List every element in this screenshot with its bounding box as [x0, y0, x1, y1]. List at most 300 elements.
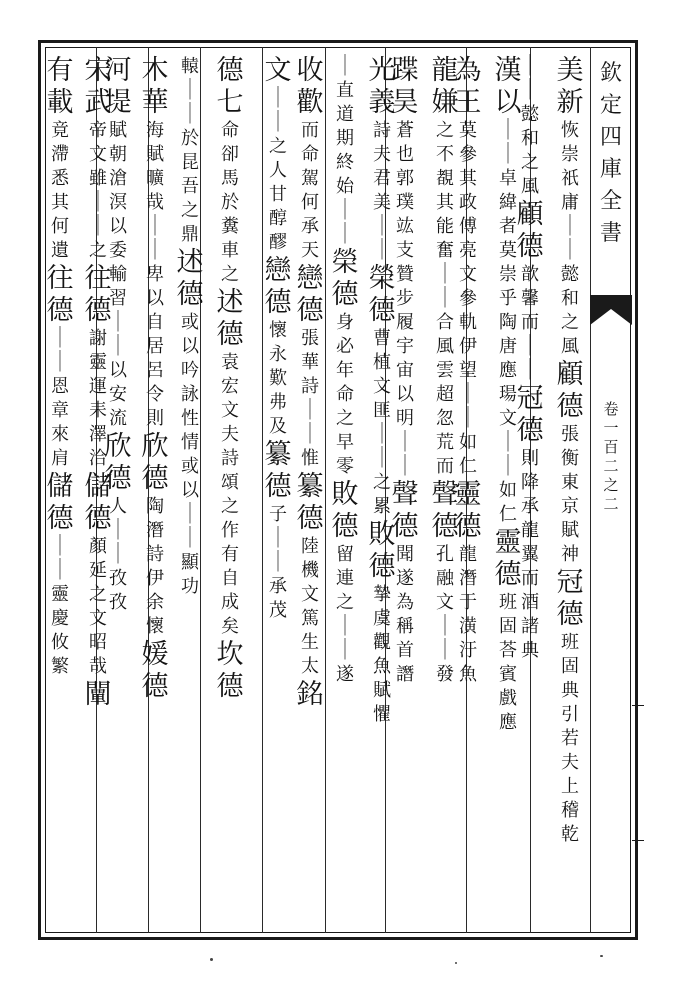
text-column	[210, 55, 250, 703]
annotation-char: 耒	[89, 400, 107, 421]
annotation-char: 郭	[396, 168, 414, 189]
annotation-char: ｜	[269, 109, 287, 135]
annotation-char: 不	[436, 144, 454, 165]
annotation-char: 委	[109, 240, 127, 261]
title-char: 欽	[599, 61, 622, 86]
annotation-char: 諸	[521, 616, 539, 637]
scan-speck	[455, 962, 457, 964]
annotation-char: 令	[146, 384, 164, 405]
annotation-char: ｜	[459, 381, 477, 407]
annotation-char: ｜	[109, 517, 127, 543]
annotation-char: 溟	[109, 192, 127, 213]
annotation-char: 戲	[499, 688, 517, 709]
annotation-char: ｜	[181, 525, 199, 551]
headword-char: 德	[331, 279, 359, 310]
annotation-char: 京	[561, 496, 579, 517]
annotation-char: 情	[181, 432, 199, 453]
headword-char: 德	[141, 463, 169, 494]
annotation-char: ｜	[336, 613, 354, 639]
annotation-char: ｜	[521, 77, 539, 103]
annotation-char: 運	[89, 376, 107, 397]
annotation-char: 風	[561, 336, 579, 357]
annotation-char: 承	[269, 576, 287, 597]
headword-char: 敗	[331, 479, 359, 510]
text-column	[135, 55, 175, 703]
annotation-char: 宇	[396, 336, 414, 357]
annotation-char: 卓	[499, 168, 517, 189]
headword-char: 德	[84, 295, 112, 326]
volume-char: 百	[603, 438, 619, 456]
annotation-char: 陸	[301, 536, 319, 557]
annotation-char: 融	[436, 568, 454, 589]
annotation-char: 卻	[221, 144, 239, 165]
annotation-char: 孔	[436, 544, 454, 565]
annotation-char: 能	[436, 216, 454, 237]
annotation-char: ｜	[181, 101, 199, 127]
annotation-char: ｜	[181, 501, 199, 527]
annotation-char: 班	[561, 632, 579, 653]
annotation-char: 以	[109, 216, 127, 237]
annotation-char: 詩	[373, 120, 391, 141]
headword-char: 顧	[516, 199, 544, 230]
headword-char: 以	[494, 87, 522, 118]
annotation-char: 陶	[146, 496, 164, 517]
annotation-char: 步	[396, 288, 414, 309]
annotation-char: 天	[301, 240, 319, 261]
annotation-char: 詠	[181, 384, 199, 405]
headword-char: 德	[216, 671, 244, 702]
annotation-char: 孜	[109, 592, 127, 613]
annotation-char: 魚	[373, 656, 391, 677]
annotation-char: 而	[521, 568, 539, 589]
annotation-char: 習	[109, 288, 127, 309]
text-column	[40, 55, 80, 679]
annotation-char: 遂	[336, 664, 354, 685]
annotation-char: 詩	[301, 376, 319, 397]
annotation-char: 洽	[89, 448, 107, 469]
annotation-char: ｜	[521, 53, 539, 79]
headword-char: 銘	[296, 679, 324, 710]
annotation-char: 居	[146, 336, 164, 357]
headword-char: 儲	[84, 471, 112, 502]
annotation-char: 君	[373, 168, 391, 189]
annotation-char: 歆	[521, 264, 539, 285]
annotation-char: 以	[181, 480, 199, 501]
headword-char: 往	[46, 263, 74, 294]
annotation-char: 惟	[301, 448, 319, 469]
headword-char: 文	[264, 55, 292, 86]
headword-char: 木	[141, 55, 169, 86]
annotation-char: ｜	[373, 213, 391, 239]
annotation-char: 張	[561, 424, 579, 445]
annotation-char: 之	[89, 240, 107, 261]
annotation-char: 庸	[561, 192, 579, 213]
annotation-char: 期	[336, 128, 354, 149]
annotation-char: 竟	[51, 120, 69, 141]
annotation-char: ｜	[373, 237, 391, 263]
annotation-char: 參	[459, 288, 477, 309]
margin-tick	[632, 705, 644, 706]
headword-char: 德	[494, 559, 522, 590]
annotation-char: 詩	[221, 448, 239, 469]
annotation-char: 顯	[181, 552, 199, 573]
annotation-char: 也	[396, 144, 414, 165]
scan-speck	[600, 955, 603, 957]
headword-char: 德	[264, 471, 292, 502]
annotation-char: ｜	[373, 445, 391, 471]
annotation-char: 如	[459, 432, 477, 453]
annotation-char: 夫	[221, 424, 239, 445]
headword-char: 收	[296, 55, 324, 86]
annotation-char: 來	[51, 424, 69, 445]
annotation-char: 哉	[89, 656, 107, 677]
annotation-char: 仁	[459, 456, 477, 477]
annotation-char: 生	[301, 632, 319, 653]
annotation-char: 之	[436, 120, 454, 141]
annotation-char: 典	[521, 640, 539, 661]
annotation-char: 以	[181, 336, 199, 357]
annotation-char: 承	[521, 496, 539, 517]
annotation-char: 荒	[436, 432, 454, 453]
annotation-char: 夫	[373, 144, 391, 165]
title-char: 定	[599, 93, 622, 118]
annotation-char: 其	[436, 192, 454, 213]
annotation-char: 謝	[89, 328, 107, 349]
annotation-char: ｜	[521, 357, 539, 383]
annotation-char: 竑	[396, 216, 414, 237]
annotation-char: 有	[221, 544, 239, 565]
headword-char: 德	[46, 295, 74, 326]
annotation-char: 明	[396, 408, 414, 429]
annotation-char: 而	[436, 456, 454, 477]
annotation-char: 車	[221, 240, 239, 261]
annotation-char: 龍	[521, 520, 539, 541]
annotation-char: 作	[221, 520, 239, 541]
headword-char: 戀	[296, 263, 324, 294]
headword-char: 德	[454, 511, 482, 542]
annotation-char: ｜	[51, 557, 69, 583]
text-column	[170, 55, 210, 599]
annotation-char: 龍	[459, 544, 477, 565]
headword-char: 德	[216, 319, 244, 350]
annotation-char: 身	[336, 312, 354, 333]
annotation-char: 華	[301, 352, 319, 373]
headword-char: 欣	[141, 431, 169, 462]
annotation-char: 昭	[89, 632, 107, 653]
annotation-char: 卑	[146, 264, 164, 285]
annotation-char: 璞	[396, 192, 414, 213]
annotation-char: 其	[51, 192, 69, 213]
annotation-char: 懷	[269, 320, 287, 341]
annotation-char: 永	[269, 344, 287, 365]
annotation-char: 肩	[51, 448, 69, 469]
annotation-char: 輸	[109, 264, 127, 285]
headword-char: 德	[216, 55, 244, 86]
annotation-char: 者	[499, 216, 517, 237]
annotation-char: 承	[301, 216, 319, 237]
annotation-char: ｜	[436, 285, 454, 311]
annotation-char: 靈	[51, 584, 69, 605]
annotation-char: 文	[373, 376, 391, 397]
annotation-char: 其	[459, 168, 477, 189]
headword-char: 德	[264, 287, 292, 318]
annotation-char: ｜	[146, 237, 164, 263]
annotation-char: 懿	[521, 104, 539, 125]
annotation-char: 糞	[221, 216, 239, 237]
annotation-char: 成	[221, 592, 239, 613]
annotation-char: 匪	[373, 400, 391, 421]
annotation-char: 伊	[459, 336, 477, 357]
annotation-char: 以	[396, 384, 414, 405]
annotation-char: 和	[561, 288, 579, 309]
annotation-char: 傅	[459, 216, 477, 237]
annotation-char: 乎	[499, 288, 517, 309]
headword-char: 德	[296, 503, 324, 534]
annotation-char: 上	[561, 776, 579, 797]
annotation-char: 政	[459, 192, 477, 213]
annotation-char: 亮	[459, 240, 477, 261]
volume-char: 之	[603, 476, 619, 494]
headword-char: 靈	[494, 527, 522, 558]
annotation-char: 文	[89, 144, 107, 165]
headword-char: 華	[141, 87, 169, 118]
headword-char: 新	[556, 87, 584, 118]
annotation-char: 如	[499, 480, 517, 501]
headword-char: 德	[176, 279, 204, 310]
annotation-char: 醇	[269, 208, 287, 229]
annotation-char: 之	[89, 584, 107, 605]
annotation-char: ｜	[89, 189, 107, 215]
annotation-char: 文	[301, 584, 319, 605]
annotation-char: ｜	[436, 637, 454, 663]
annotation-char: ｜	[51, 349, 69, 375]
annotation-char: 滯	[51, 144, 69, 165]
annotation-char: 馨	[521, 288, 539, 309]
annotation-char: 之	[269, 136, 287, 157]
annotation-char: 子	[269, 504, 287, 525]
annotation-char: ｜	[51, 325, 69, 351]
annotation-char: 澤	[89, 424, 107, 445]
title-char: 庫	[599, 157, 622, 182]
headword-char: 往	[84, 263, 112, 294]
headword-char: 德	[84, 503, 112, 534]
annotation-char: 崇	[499, 264, 517, 285]
annotation-char: 吟	[181, 360, 199, 381]
annotation-char: 潛	[459, 568, 477, 589]
annotation-char: 安	[109, 384, 127, 405]
annotation-char: 應	[499, 360, 517, 381]
annotation-char: 及	[269, 416, 287, 437]
annotation-char: 文	[89, 608, 107, 629]
headword-char: 榮	[331, 247, 359, 278]
annotation-char: 哉	[146, 192, 164, 213]
annotation-char: 莫	[459, 120, 477, 141]
annotation-char: 應	[499, 712, 517, 733]
annotation-char: 以	[146, 288, 164, 309]
annotation-char: 遺	[51, 240, 69, 261]
annotation-char: 性	[181, 408, 199, 429]
annotation-char: ｜	[499, 429, 517, 455]
annotation-char: 軌	[459, 312, 477, 333]
annotation-char: 人	[269, 160, 287, 181]
annotation-char: ｜	[499, 141, 517, 167]
annotation-char: 懼	[373, 704, 391, 725]
headword-char: 德	[104, 463, 132, 494]
annotation-char: 或	[181, 456, 199, 477]
volume-char: 卷	[603, 400, 619, 418]
annotation-char: 章	[51, 400, 69, 421]
annotation-char: 稽	[561, 800, 579, 821]
headword-char: 媛	[141, 639, 169, 670]
annotation-char: 道	[336, 104, 354, 125]
annotation-char: 慶	[51, 608, 69, 629]
headword-char: 德	[141, 671, 169, 702]
annotation-char: 於	[221, 192, 239, 213]
annotation-char: 摯	[373, 584, 391, 605]
annotation-char: 風	[436, 336, 454, 357]
headword-char: 戀	[264, 255, 292, 286]
headword-char: 德	[46, 503, 74, 534]
annotation-char: 張	[301, 328, 319, 349]
headword-char: 德	[368, 551, 396, 582]
annotation-char: 遂	[396, 568, 414, 589]
annotation-char: 詩	[146, 544, 164, 565]
book-title	[590, 58, 632, 250]
annotation-char: 賦	[561, 520, 579, 541]
headword-char: 昊	[391, 87, 419, 118]
annotation-char: 自	[221, 568, 239, 589]
annotation-char: 頌	[221, 472, 239, 493]
annotation-char: 之	[181, 200, 199, 221]
text-column	[325, 55, 365, 687]
annotation-char: 於	[181, 128, 199, 149]
annotation-char: ｜	[336, 637, 354, 663]
annotation-char: ｜	[269, 525, 287, 551]
annotation-char: ｜	[109, 541, 127, 567]
annotation-char: 植	[373, 352, 391, 373]
annotation-char: 自	[146, 312, 164, 333]
headword-char: 七	[216, 87, 244, 118]
annotation-char: ｜	[269, 549, 287, 575]
annotation-char: 固	[561, 656, 579, 677]
annotation-char: 覩	[436, 168, 454, 189]
headword-char: 漢	[494, 55, 522, 86]
annotation-char: ｜	[336, 53, 354, 79]
annotation-char: ｜	[109, 309, 127, 335]
headword-char: 顧	[556, 359, 584, 390]
annotation-char: 贊	[396, 264, 414, 285]
annotation-char: 恩	[51, 376, 69, 397]
annotation-char: 攸	[51, 632, 69, 653]
annotation-char: 班	[499, 592, 517, 613]
annotation-char: 風	[521, 176, 539, 197]
annotation-char: 繁	[51, 656, 69, 677]
volume-char: 一	[603, 419, 619, 437]
annotation-char: 昆	[181, 152, 199, 173]
annotation-char: ｜	[51, 533, 69, 559]
annotation-char: 瑒	[499, 384, 517, 405]
annotation-char: 顏	[89, 536, 107, 557]
annotation-char: 命	[221, 120, 239, 141]
annotation-char: 文	[221, 400, 239, 421]
headword-char: 坎	[216, 639, 244, 670]
annotation-char: 若	[561, 728, 579, 749]
annotation-char: 始	[336, 176, 354, 197]
annotation-char: 之	[561, 312, 579, 333]
headword-char: 堤	[104, 87, 132, 118]
annotation-char: 緯	[499, 192, 517, 213]
annotation-char: 合	[436, 312, 454, 333]
volume-char: 二	[603, 495, 619, 513]
annotation-char: ｜	[499, 453, 517, 479]
annotation-char: 伊	[146, 568, 164, 589]
annotation-char: 駕	[301, 168, 319, 189]
annotation-char: 懷	[146, 616, 164, 637]
annotation-char: ｜	[181, 77, 199, 103]
annotation-char: 超	[436, 384, 454, 405]
annotation-char: 命	[301, 144, 319, 165]
annotation-char: 而	[301, 120, 319, 141]
annotation-char: ｜	[301, 397, 319, 423]
annotation-char: 何	[301, 192, 319, 213]
text-column	[488, 55, 528, 735]
annotation-char: 呂	[146, 360, 164, 381]
annotation-char: 機	[301, 560, 319, 581]
headword-char: 德	[296, 295, 324, 326]
annotation-char: 袁	[221, 352, 239, 373]
annotation-char: 矣	[221, 616, 239, 637]
annotation-char: 乾	[561, 824, 579, 845]
annotation-char: 醪	[269, 232, 287, 253]
annotation-char: ｜	[269, 85, 287, 111]
headword-char: 闡	[84, 679, 112, 710]
annotation-char: 人	[109, 496, 127, 517]
title-char: 四	[599, 125, 622, 150]
headword-char: 義	[368, 87, 396, 118]
headword-char: 龍	[431, 55, 459, 86]
headword-char: 欣	[104, 431, 132, 462]
annotation-char: ｜	[436, 613, 454, 639]
headword-char: 聲	[431, 479, 459, 510]
annotation-char: 賦	[373, 680, 391, 701]
annotation-char: 悉	[51, 168, 69, 189]
annotation-char: ｜	[109, 333, 127, 359]
annotation-char: 懿	[561, 264, 579, 285]
annotation-char: 之	[221, 496, 239, 517]
text-column	[78, 55, 118, 711]
annotation-char: 履	[396, 312, 414, 333]
annotation-char: 之	[336, 408, 354, 429]
headword-char: 敗	[368, 519, 396, 550]
headword-char: 冠	[516, 383, 544, 414]
annotation-char: 莫	[499, 240, 517, 261]
annotation-char: 太	[301, 656, 319, 677]
annotation-char: 吾	[181, 176, 199, 197]
headword-char: 德	[516, 415, 544, 446]
annotation-char: 聞	[396, 544, 414, 565]
annotation-char: 功	[181, 576, 199, 597]
annotation-char: 汙	[459, 640, 477, 661]
annotation-char: 荅	[499, 640, 517, 661]
annotation-char: 之	[373, 472, 391, 493]
volume-label	[590, 400, 632, 514]
annotation-char: 恢	[561, 120, 579, 141]
annotation-char: ｜	[373, 421, 391, 447]
annotation-char: 夫	[561, 752, 579, 773]
annotation-char: ｜	[499, 117, 517, 143]
annotation-char: 虞	[373, 608, 391, 629]
headword-char: 有	[46, 55, 74, 86]
